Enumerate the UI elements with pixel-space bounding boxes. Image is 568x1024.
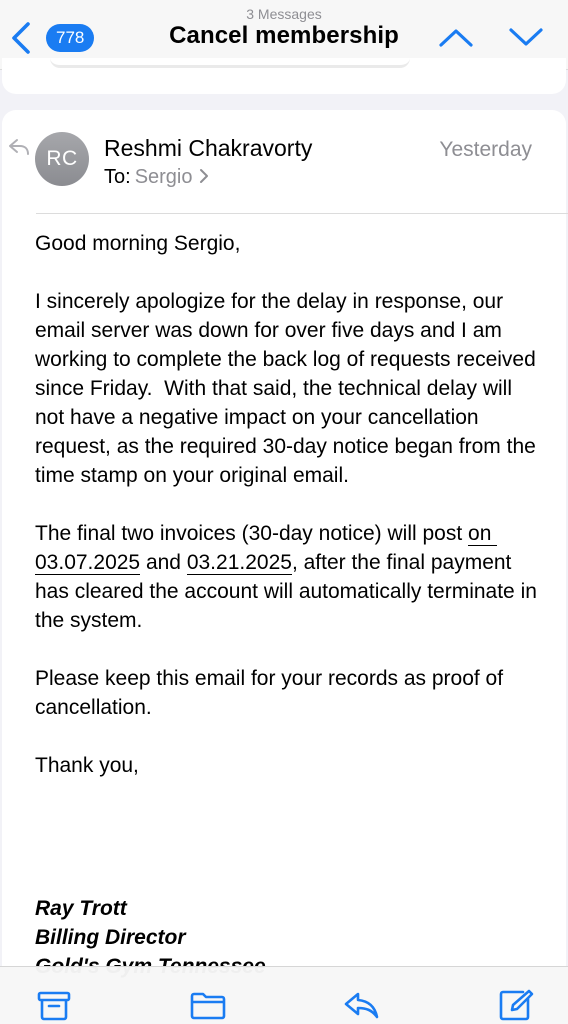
chevron-down-icon[interactable] xyxy=(506,22,546,52)
previous-message-card[interactable] xyxy=(2,58,566,94)
message-date: Yesterday xyxy=(439,138,532,161)
sender-avatar[interactable]: RC xyxy=(35,132,89,186)
message-body xyxy=(35,229,545,809)
to-label: To: xyxy=(104,166,131,188)
signature-title: Billing Director xyxy=(35,926,186,949)
bottom-toolbar xyxy=(0,966,568,1024)
chevron-up-icon[interactable] xyxy=(436,22,476,52)
recipient-name: Sergio xyxy=(134,166,193,188)
paragraph-text: and xyxy=(140,551,187,574)
compose-icon[interactable] xyxy=(496,987,536,1023)
closing: Thank you, xyxy=(35,754,139,777)
body-paragraph-1: I sincerely apologize for the delay in response, our email server was down for over five days and I am working to complete the back log of requests received since Friday. With that said, the technical delay will not have a negative impact on your cancellation request, as the required 30-day notice began from the time stamp on your original email. xyxy=(35,290,542,487)
sender-name[interactable]: Reshmi Chakravorty xyxy=(104,135,313,161)
recipient-link[interactable] xyxy=(135,166,210,188)
body-paragraph-2 xyxy=(35,519,545,635)
replied-indicator-icon xyxy=(8,138,30,156)
chevron-right-icon xyxy=(198,168,210,184)
reply-icon[interactable] xyxy=(342,987,382,1023)
paragraph-text: The final two invoices (30-day notice) will post xyxy=(35,522,469,545)
unread-count-badge: 778 xyxy=(46,24,94,52)
greeting: Good morning Sergio, xyxy=(35,232,241,255)
message-count: 3 Messages xyxy=(246,6,322,22)
header-divider xyxy=(36,213,568,214)
archive-icon[interactable] xyxy=(34,987,74,1023)
recipient-line xyxy=(104,166,210,189)
date-link-2[interactable]: 03.21.2025 xyxy=(186,551,292,574)
body-paragraph-3: Please keep this email for your records as proof of cancellation. xyxy=(35,667,509,719)
thread-title: Cancel membership xyxy=(169,22,399,49)
date-link-1[interactable]: on 03.07.2025 xyxy=(35,522,498,574)
folder-icon[interactable] xyxy=(188,987,228,1023)
previous-message-preview xyxy=(50,58,410,68)
signature-name: Ray Trott xyxy=(35,897,127,920)
paragraph-text: , after the final payment has cleared the account will automatically terminate in the system. xyxy=(35,551,543,632)
